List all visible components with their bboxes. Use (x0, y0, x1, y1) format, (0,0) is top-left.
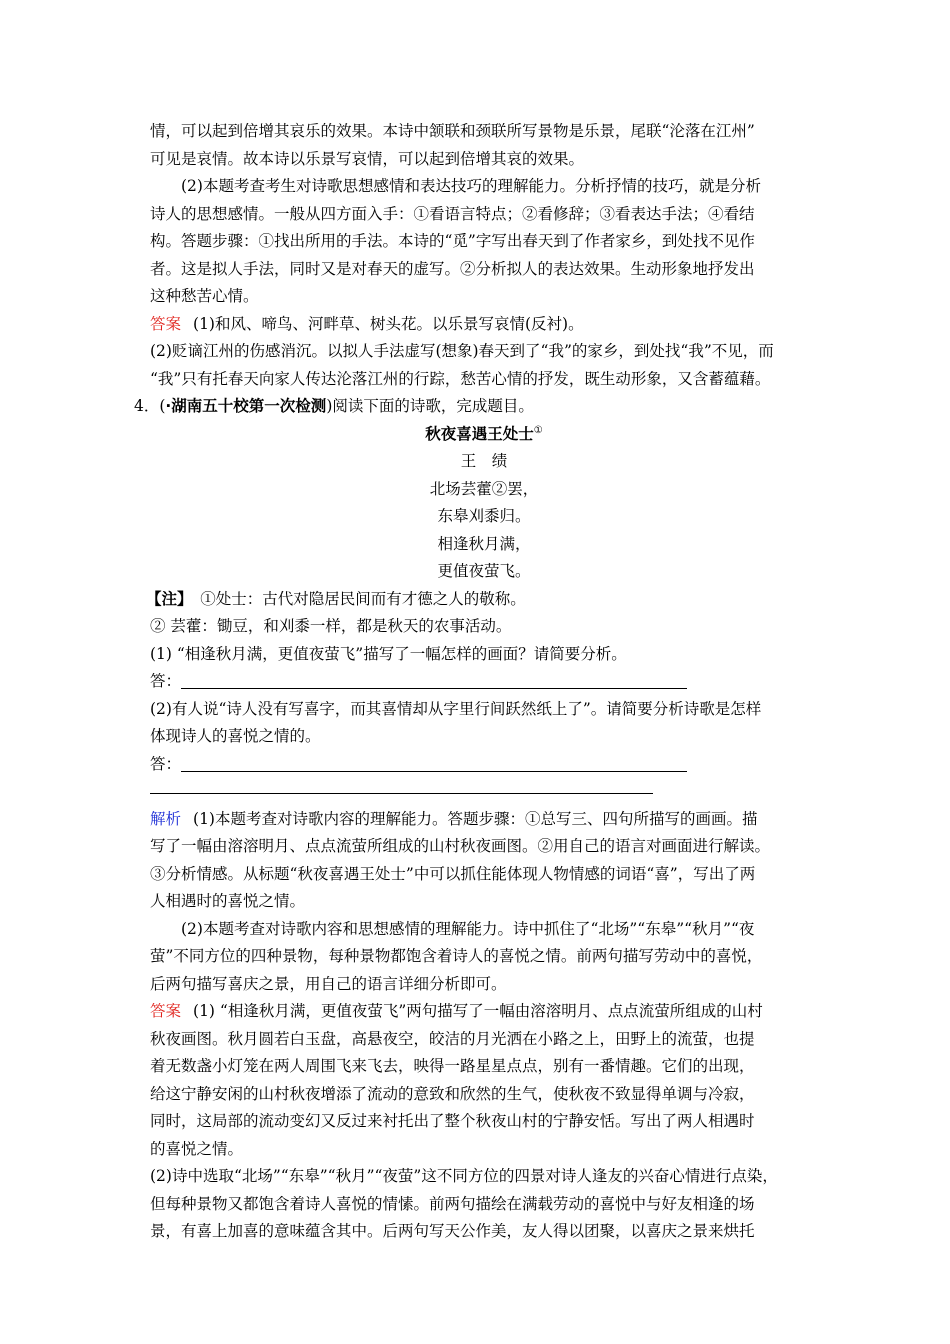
answer-line (150, 311, 818, 339)
question-line: 体现诗人的喜悦之情的。 (150, 727, 321, 745)
answer-line: 同时，这局部的流动变幻又反过来衬托出了整个秋夜山村的宁静安恬。写出了两人相遇时 (150, 1112, 755, 1130)
analysis-paragraph-line: 构。答题步骤：①找出所用的手法。本诗的“觅”字写出春天到了作者家乡，到处找不见作 (150, 232, 755, 250)
poem-line: 相逢秋月满， (437, 534, 531, 553)
answer-label: 答案 (150, 1002, 182, 1020)
answer-line: (2)贬谪江州的伤感消沉。以拟人手法虚写(想象)春天到了“我”的家乡，到处找“我”不见，而 (150, 342, 774, 360)
text-line: 可见是哀情。故本诗以乐景写哀情，可以起到倍增其哀的效果。 (150, 149, 585, 168)
answer-blank-extra[interactable] (150, 778, 818, 806)
answer-blank-line (150, 751, 818, 779)
analysis-line: 萤”不同方位的四种景物，每种景物都饱含着诗人的喜悦之情。前两句描写劳动中的喜悦， (150, 947, 763, 965)
answer-line: 的喜悦之情。 (150, 1139, 244, 1158)
note-line (146, 586, 818, 614)
analysis-paragraph-line: 这种愁苦心情。 (150, 287, 259, 305)
poem-line: 北场芸藿②罢， (429, 479, 539, 498)
question-4-heading (134, 393, 818, 421)
answer-label: 答案 (150, 314, 182, 333)
answer-prompt: 答： (150, 754, 182, 773)
analysis-line: 后两句描写喜庆之景，用自己的语言详细分析即可。 (150, 974, 507, 993)
poem-author: 王 绩 (460, 452, 508, 470)
question-line: (1) “相逢秋月满，更值夜萤飞”描写了一幅怎样的画面？请简要分析。 (150, 644, 627, 663)
analysis-text: (1)本题考查对诗歌内容的理解能力。答题步骤：①总写三、四句所描写的画画。描 (193, 809, 758, 828)
answer-blank[interactable] (181, 753, 687, 772)
analysis-line (150, 806, 818, 834)
question-source: ·湖南五十校第一次检测 (165, 397, 327, 415)
analysis-paragraph-line: (2)本题考查考生对诗歌思想感情和表达技巧的理解能力。分析抒情的技巧，就是分析 (181, 177, 761, 195)
answer-line: 给这宁静安闲的山村秋夜增添了流动的意致和欣然的生气，使秋夜不致显得单调与冷寂， (150, 1084, 755, 1103)
poem-title-line (150, 421, 818, 449)
answer-prompt: 答： (150, 672, 182, 690)
document-page (134, 118, 818, 1246)
text-line: 情，可以起到倍增其哀乐的效果。本诗中颔联和颈联所写景物是乐景，尾联“沦落在江州” (150, 122, 755, 140)
analysis-line: (2)本题考查对诗歌内容和思想感情的理解能力。诗中抓住了“北场”“东皋”“秋月”“夜 (181, 919, 755, 938)
answer-blank[interactable] (181, 670, 687, 689)
note-line: ② 芸藿：锄豆，和刈黍一样，都是秋天的农事活动。 (150, 617, 512, 635)
analysis-line: ③分析情感。从标题“秋夜喜遇王处士”中可以抓住能体现人物情感的词语“喜”，写出了两 (150, 864, 756, 883)
poem-title: 秋夜喜遇王处士 (425, 424, 534, 443)
answer-line (150, 998, 818, 1026)
answer-line: 秋夜画图。秋月圆若白玉盘，高悬夜空，皎洁的月光洒在小路之上，田野上的流萤，也提 (150, 1029, 755, 1048)
poem-line: 更值夜萤飞。 (437, 562, 531, 580)
analysis-paragraph-line: 诗人的思想感情。一般从四方面入手：①看语言特点；②看修辞；③看表达手法；④看结 (150, 204, 755, 223)
poem-title-note: ① (533, 424, 543, 436)
note-label: 【注】 (146, 589, 185, 608)
analysis-label: 解析 (150, 809, 182, 828)
answer-line: “我”只有托春天向家人传达沦落江州的行踪，愁苦心情的抒发，既生动形象，又含蓄蕴藉。 (150, 369, 771, 388)
question-line: (2)有人说“诗人没有写喜字，而其喜情却从字里行间跃然纸上了”。请简要分析诗歌是怎样 (150, 699, 762, 718)
question-instruction: )阅读下面的诗歌，完成题目。 (326, 397, 534, 415)
answer-line: 着无数盏小灯笼在两人周围飞来飞去，映得一路星星点点，别有一番情趣。它们的出现， (150, 1057, 755, 1075)
poem-line: 东皋刈黍归。 (437, 507, 531, 525)
analysis-line: 人相遇时的喜悦之情。 (150, 892, 306, 910)
answer-line: 景，有喜上加喜的意味蕴含其中。后两句写天公作美，友人得以团聚，以喜庆之景来烘托 (150, 1222, 755, 1240)
answer-text: (1)和风、啼鸟、河畔草、树头花。以乐景写哀情(反衬)。 (193, 314, 584, 333)
answer-line: 但每种景物又都饱含着诗人喜悦的情愫。前两句描绘在满载劳动的喜悦中与好友相逢的场 (150, 1194, 755, 1213)
note-text: ①处士：古代对隐居民间而有才德之人的敬称。 (184, 589, 526, 608)
analysis-paragraph-line: 者。这是拟人手法，同时又是对春天的虚写。②分析拟人的表达效果。生动形象地抒发出 (150, 259, 755, 278)
analysis-line: 写了一幅由溶溶明月、点点流萤所组成的山村秋夜画图。②用自己的语言对画面进行解读。 (150, 837, 771, 855)
answer-blank-line (150, 668, 818, 696)
question-number: 4．( (134, 397, 166, 415)
answer-text: (1) “相逢秋月满，更值夜萤飞”两句描写了一幅由溶溶明月、点点流萤所组成的山村 (193, 1002, 763, 1020)
answer-line: (2)诗中选取“北场”“东皋”“秋月”“夜萤”这不同方位的四景对诗人逢友的兴奋心情进行点染， (150, 1167, 778, 1185)
